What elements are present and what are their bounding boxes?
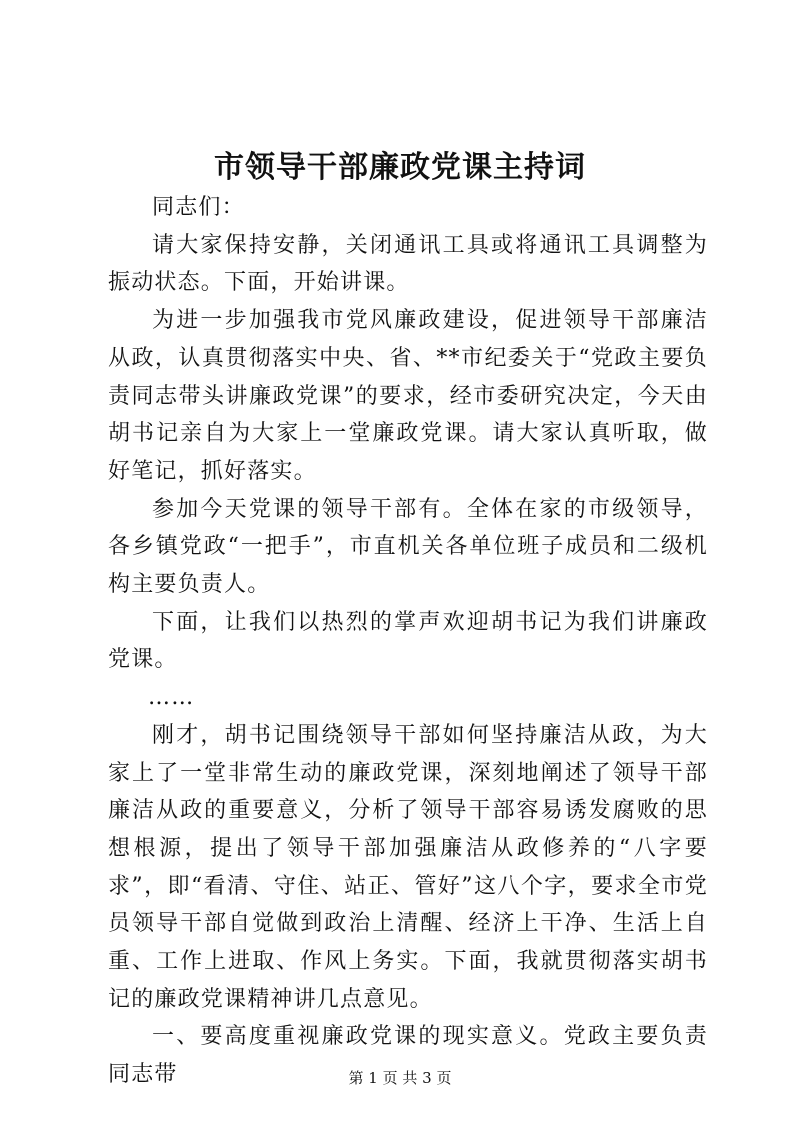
page-footer: 第 1 页 共 3 页 [348, 1069, 452, 1087]
paragraph-purpose: 为进一步加强我市党风廉政建设，促进领导干部廉洁从政，认真贯彻落实中央、省、**市纪委关于“党政主要负责同志带头讲廉政党课”的要求，经市委研究决定，今天由胡书记亲自为大家上一堂廉政党课。请大家认真听取，做好笔记，抓好落实。 [108, 308, 708, 484]
paragraph-ellipsis: …… [148, 685, 195, 711]
document-body [108, 189, 708, 1094]
document-title: 市领导干部廉政党课主持词 [214, 150, 586, 185]
paragraph-salutation: 同志们： [152, 195, 245, 220]
paragraph-welcome: 下面，让我们以热烈的掌声欢迎胡书记为我们讲廉政党课。 [108, 609, 708, 673]
paragraph-opening: 请大家保持安静，关闭通讯工具或将通讯工具调整为振动状态。下面，开始讲课。 [108, 232, 708, 296]
paragraph-summary: 刚才，胡书记围绕领导干部如何坚持廉洁从政，为大家上了一堂非常生动的廉政党课，深刻地阐述了领导干部廉洁从政的重要意义，分析了领导干部容易诱发腐败的思想根源，提出了领导干部加强廉洁从政修养的“八字要求”，即“看清、守住、站正、管好”这八个字，要求全市党员领导干部自觉做到政治上清醒、经济上干净、生活上自重、工作上进取、作风上务实。下面，我就贯彻落实胡书记的廉政党课精神讲几点意见。 [108, 722, 708, 1012]
paragraph-point-one: 一、要高度重视廉政党课的现实意义。党政主要负责同志带 [108, 1024, 708, 1088]
paragraph-attendees: 参加今天党课的领导干部有。全体在家的市级领导，各乡镇党政“一把手”，市直机关各单位班子成员和二级机构主要负责人。 [108, 496, 708, 598]
